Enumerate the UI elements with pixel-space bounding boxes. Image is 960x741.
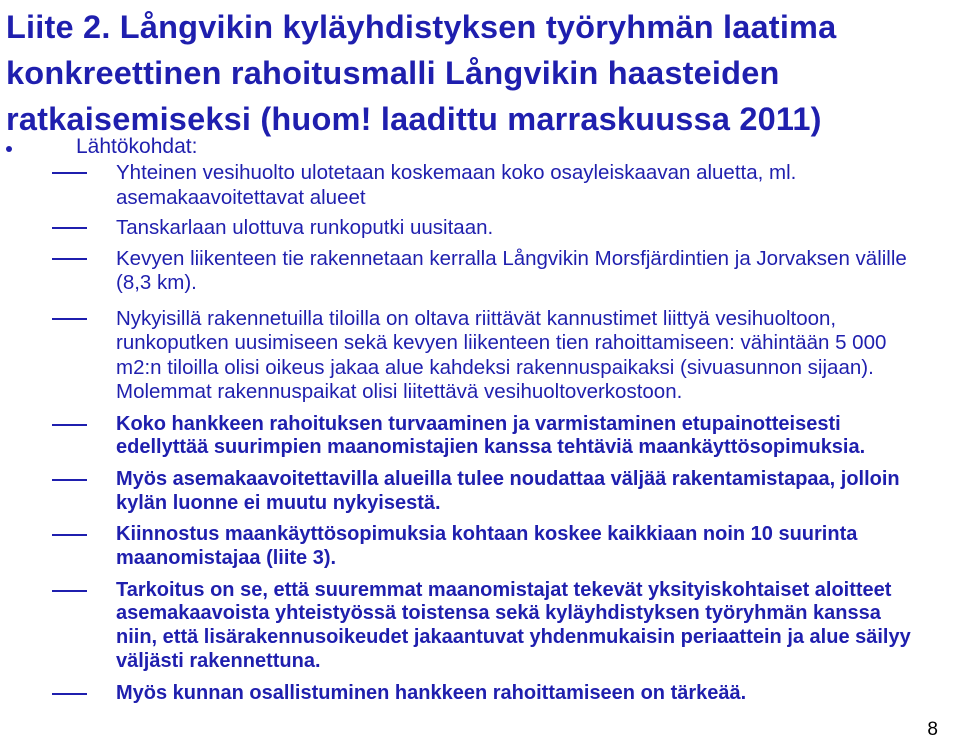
- sub-item-text: Nykyisillä rakennetuilla tiloilla on oltava riittävät kannustimet liittyä vesihuoltoon, runkoputken uusimiseen sekä kevyen liikenteen tien rahoittamiseen: vähintään 5 000 m2:n tiloilla olisi oikeus jakaa alue kahdeksi rakennuspaikaksi (sivuasunnon sijaan). Molemmat rakennuspaikat olisi liitettävä vesihuoltoverkostoon.: [116, 306, 887, 403]
- dash-icon: [52, 424, 87, 426]
- sub-item-text: Tanskarlaan ulottuva runkoputki uusitaan.: [116, 216, 494, 239]
- sub-item-text: Myös kunnan osallistuminen hankkeen rahoittamiseen on tärkeää.: [116, 681, 747, 704]
- dash-icon: [52, 590, 87, 592]
- bullet-lahtokohdat: [0, 134, 960, 162]
- sub-item-text: Kevyen liikenteen tie rakennetaan kerralla Långvikin Morsfjärdintien ja Jorvaksen välille (8,3 km).: [116, 246, 907, 294]
- sub-bullet-list: [0, 161, 960, 705]
- dash-icon: [52, 318, 87, 320]
- dash-icon: [52, 693, 87, 695]
- dash-icon: [52, 172, 87, 174]
- sub-item-kiinnostus: [0, 523, 960, 570]
- sub-item-text: Kiinnostus maankäyttösopimuksia kohtaan koskee kaikkiaan noin 10 suurinta maanomistajaa (liite 3).: [116, 523, 858, 570]
- slide-title: Liite 2. Långvikin kyläyhdistyksen työryhmän laatima konkreettinen rahoitusmalli Långvikin haasteiden ratkaisemiseksi (huom! laadittu marraskuussa 2011): [6, 9, 837, 137]
- sub-item-kannustimet: [0, 307, 960, 405]
- sub-item-text: Koko hankkeen rahoituksen turvaaminen ja varmistaminen etupainotteisesti edellyttää suurimpien maanomistajien kanssa tehtäviä maankäyttösopimuksia.: [116, 412, 866, 459]
- bullet-label: Lähtökohdat:: [76, 135, 198, 158]
- sub-item-text: Myös asemakaavoitettavilla alueilla tulee noudattaa väljää rakentamistapaa, jolloin kylän luonne ei muutu nykyisestä.: [116, 467, 900, 514]
- page-number: 8: [927, 719, 938, 740]
- sub-item-text: Yhteinen vesihuolto ulotetaan koskemaan koko osayleiskaavan aluetta, ml. asemakaavoitettavat alueet: [116, 161, 797, 209]
- sub-item-rahoitus: [0, 413, 960, 460]
- sub-item-tarkoitus: [0, 579, 960, 674]
- dash-icon: [52, 534, 87, 536]
- dash-icon: [52, 227, 87, 229]
- sub-item-kunta: [0, 682, 960, 706]
- dash-icon: [52, 258, 87, 260]
- sub-item-vesihuolto: [0, 161, 960, 210]
- sub-item-text: Tarkoitus on se, että suuremmat maanomistajat tekevät yksityiskohtaiset aloitteet asemakaavoista yhteistyössä toistensa sekä kyläyhdistyksen työryhmän kanssa niin, että lisärakennusoikeudet jakaantuvat yhdenmukaisin periaattein ja alue säilyy väljästi rakennettuna.: [116, 578, 911, 672]
- sub-item-kevyen-liikenteen-tie: [0, 247, 960, 296]
- sub-item-rakentamistapa: [0, 468, 960, 515]
- dash-icon: [52, 479, 87, 481]
- bullet-dot-icon: [6, 146, 12, 152]
- sub-item-runkoputki: [0, 216, 960, 241]
